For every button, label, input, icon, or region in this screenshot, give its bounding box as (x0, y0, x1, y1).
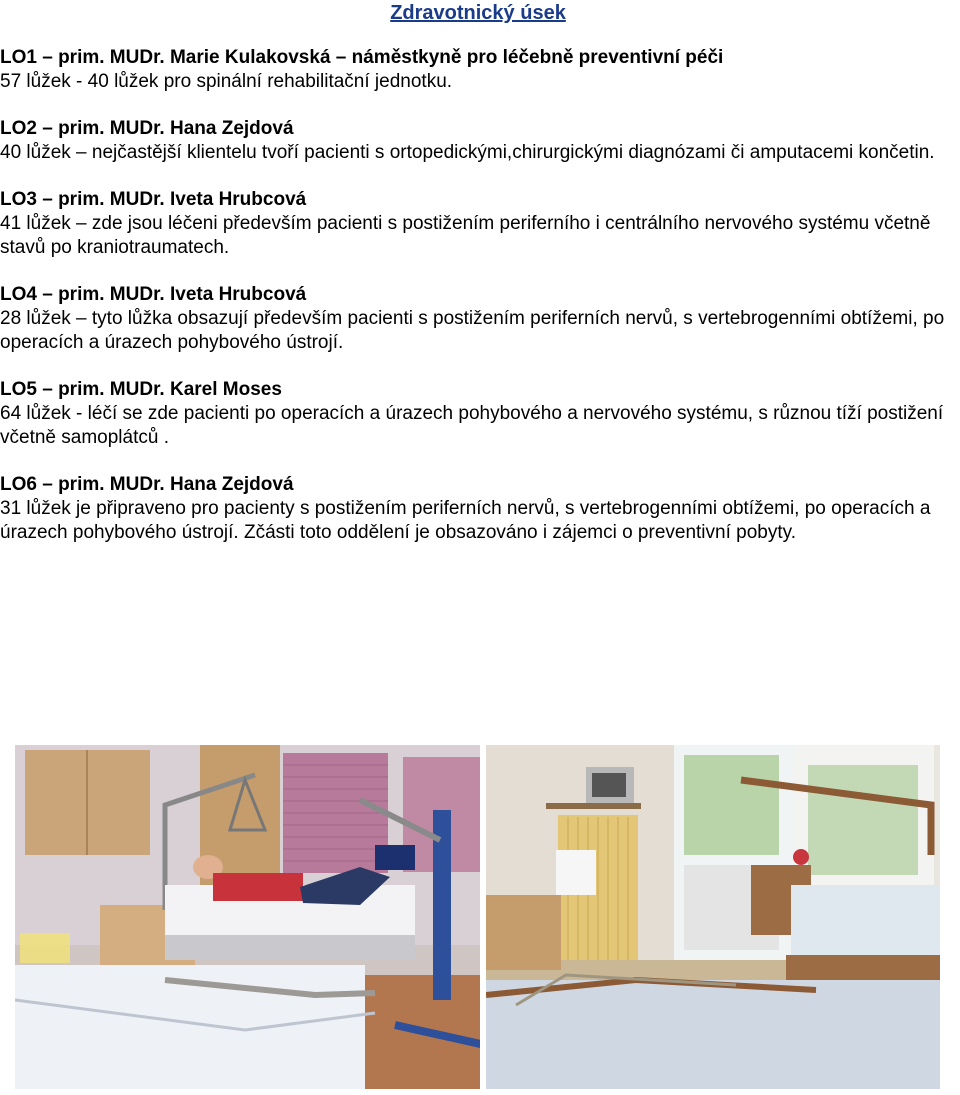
ward-heading: LO3 – prim. MUDr. Iveta Hrubcová (0, 189, 307, 210)
ward-description: 28 lůžek – tyto lůžka obsazují především pacienti s postižením periferních nervů, s vertebrogenními obtížemi, po operacích a úrazech pohybového ústrojí. (0, 308, 945, 353)
ward-section-lo6 (0, 473, 958, 545)
page-title: Zdravotnický úsek (390, 2, 566, 24)
ward-description: 41 lůžek – zde jsou léčeni především pacienti s postižením periferního i centrálního nervového systému včetně stavů po kraniotraumatech. (0, 213, 931, 258)
ward-heading: LO5 – prim. MUDr. Karel Moses (0, 379, 282, 400)
ward-heading: LO4 – prim. MUDr. Iveta Hrubcová (0, 284, 307, 305)
rehabilitation-room-photo (15, 745, 480, 1089)
ward-description: 57 lůžek - 40 lůžek pro spinální rehabilitační jednotku. (0, 71, 453, 92)
ward-list (0, 46, 958, 568)
ward-heading: LO6 – prim. MUDr. Hana Zejdová (0, 474, 294, 495)
ward-description: 64 lůžek - léčí se zde pacienti po operacích a úrazech pohybového a nervového systému, s různou tíží postižení včetně samoplátců . (0, 403, 944, 448)
ward-section-lo3 (0, 188, 958, 260)
ward-section-lo5 (0, 378, 958, 450)
ward-heading: LO1 – prim. MUDr. Marie Kulakovská – náměstkyně pro léčebně preventivní péči (0, 47, 724, 68)
ward-section-lo2 (0, 117, 958, 165)
patient-room-photo (486, 745, 940, 1089)
ward-section-lo1 (0, 46, 958, 94)
ward-heading: LO2 – prim. MUDr. Hana Zejdová (0, 118, 294, 139)
ward-description: 31 lůžek je připraveno pro pacienty s postižením periferních nervů, s vertebrogenními obtížemi, po operacích a úrazech pohybového ústrojí. Zčásti toto oddělení je obsazováno i zájemci o preventivní pobyty. (0, 498, 931, 543)
ward-section-lo4 (0, 283, 958, 355)
ward-description: 40 lůžek – nejčastější klientelu tvoří pacienti s ortopedickými,chirurgickými diagnózami či amputacemi končetin. (0, 142, 935, 163)
